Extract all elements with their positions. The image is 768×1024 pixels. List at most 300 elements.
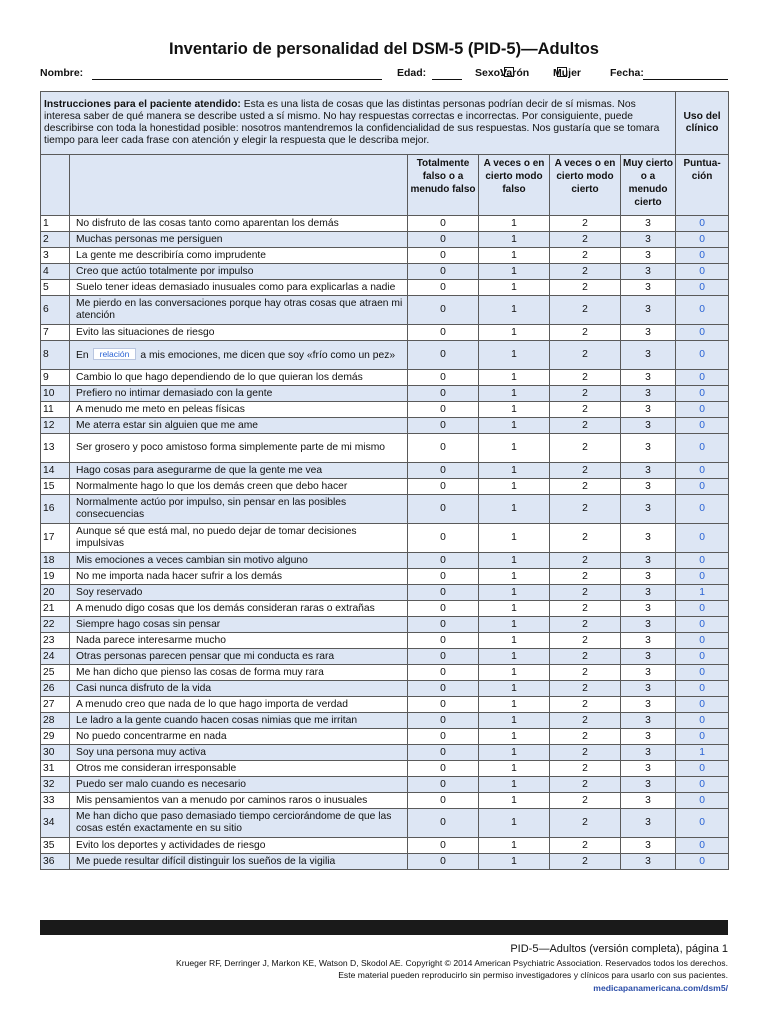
response-option-2[interactable]: 2 <box>550 713 621 729</box>
score-cell: 0 <box>676 729 729 745</box>
score-cell: 0 <box>676 569 729 585</box>
score-cell: 0 <box>676 697 729 713</box>
table-row <box>41 325 729 341</box>
response-option-1[interactable]: 1 <box>479 665 550 681</box>
response-option-0[interactable]: 0 <box>408 854 479 870</box>
response-option-3[interactable]: 3 <box>621 434 676 463</box>
instructions-text: Esta es una lista de cosas que las distintas personas podrían decir de sí mismas. Nos interesa saber de qué manera se describe usted a sí mismo. No hay respuestas correctas e incorrectas. Por consiguiente, puede describirse con toda la honestidad posible: nosotros mantendremos la confidencialidad de sus respuestas. Nos gustaría que se tomara tiempo para leer cada frase con atención y elegir la respuesta que le describa mejor. <box>44 99 660 146</box>
response-option-0[interactable]: 0 <box>408 713 479 729</box>
score-cell: 1 <box>676 745 729 761</box>
score-cell: 0 <box>676 264 729 280</box>
item-number: 26 <box>41 681 70 697</box>
item-number: 13 <box>41 434 70 463</box>
response-option-3[interactable]: 3 <box>621 264 676 280</box>
response-option-1[interactable]: 1 <box>479 809 550 838</box>
item-number: 35 <box>41 838 70 854</box>
table-row <box>41 479 729 495</box>
response-option-3[interactable]: 3 <box>621 745 676 761</box>
response-option-0[interactable]: 0 <box>408 232 479 248</box>
response-option-1[interactable]: 1 <box>479 341 550 370</box>
response-option-0[interactable]: 0 <box>408 248 479 264</box>
score-cell: 0 <box>676 793 729 809</box>
item-number: 18 <box>41 553 70 569</box>
response-option-2[interactable]: 2 <box>550 569 621 585</box>
age-field[interactable] <box>432 79 462 80</box>
response-option-3[interactable]: 3 <box>621 325 676 341</box>
table-row <box>41 729 729 745</box>
table-row <box>41 463 729 479</box>
response-option-3[interactable]: 3 <box>621 697 676 713</box>
item-text: Soy una persona muy activa <box>70 745 408 761</box>
response-option-0[interactable]: 0 <box>408 838 479 854</box>
item-number: 22 <box>41 617 70 633</box>
score-cell: 0 <box>676 232 729 248</box>
response-option-1[interactable]: 1 <box>479 569 550 585</box>
response-option-3[interactable]: 3 <box>621 232 676 248</box>
response-option-2[interactable]: 2 <box>550 633 621 649</box>
score-cell: 0 <box>676 854 729 870</box>
score-cell: 0 <box>676 434 729 463</box>
table-row <box>41 649 729 665</box>
item-number: 3 <box>41 248 70 264</box>
score-cell: 0 <box>676 601 729 617</box>
response-option-3[interactable]: 3 <box>621 553 676 569</box>
table-row <box>41 617 729 633</box>
item-number: 14 <box>41 463 70 479</box>
permission-note: Este material pueden reproducirlo sin permiso investigadores y clínicos para usarlo con sus pacientes. <box>338 970 728 980</box>
response-option-2[interactable]: 2 <box>550 524 621 553</box>
item-number: 7 <box>41 325 70 341</box>
response-option-1[interactable]: 1 <box>479 248 550 264</box>
sex-label: Sexo: <box>475 67 504 79</box>
response-option-2[interactable]: 2 <box>550 386 621 402</box>
col-header-1: A veces o en cierto modo falso <box>479 155 550 216</box>
score-cell: 0 <box>676 617 729 633</box>
response-option-3[interactable]: 3 <box>621 681 676 697</box>
source-link[interactable]: medicapanamericana.com/dsm5/ <box>593 983 728 993</box>
item-text: Soy reservado <box>70 585 408 601</box>
response-option-3[interactable]: 3 <box>621 713 676 729</box>
response-option-1[interactable]: 1 <box>479 232 550 248</box>
item-number: 24 <box>41 649 70 665</box>
citation: Krueger RF, Derringer J, Markon KE, Watson D, Skodol AE. Copyright © 2014 American Psychiatric Association. Reservados todos los derechos. <box>176 958 728 968</box>
response-option-1[interactable]: 1 <box>479 418 550 434</box>
questionnaire-table <box>40 91 729 870</box>
item-number: 34 <box>41 809 70 838</box>
response-option-2[interactable]: 2 <box>550 463 621 479</box>
score-cell: 0 <box>676 524 729 553</box>
item-number: 9 <box>41 370 70 386</box>
score-cell: 0 <box>676 681 729 697</box>
item-number: 28 <box>41 713 70 729</box>
response-option-0[interactable]: 0 <box>408 553 479 569</box>
response-option-2[interactable]: 2 <box>550 434 621 463</box>
score-cell: 0 <box>676 495 729 524</box>
item-text: Siempre hago cosas sin pensar <box>70 617 408 633</box>
score-cell: 0 <box>676 761 729 777</box>
response-option-0[interactable]: 0 <box>408 633 479 649</box>
response-option-2[interactable]: 2 <box>550 761 621 777</box>
table-row <box>41 386 729 402</box>
response-option-2[interactable]: 2 <box>550 296 621 325</box>
score-cell: 0 <box>676 248 729 264</box>
table-row <box>41 838 729 854</box>
response-option-1[interactable]: 1 <box>479 434 550 463</box>
response-option-0[interactable]: 0 <box>408 479 479 495</box>
table-row <box>41 681 729 697</box>
response-option-0[interactable]: 0 <box>408 264 479 280</box>
response-option-0[interactable]: 0 <box>408 524 479 553</box>
footer-bar <box>40 920 728 935</box>
response-option-1[interactable]: 1 <box>479 601 550 617</box>
item-number: 27 <box>41 697 70 713</box>
response-option-2[interactable]: 2 <box>550 649 621 665</box>
item-text: Normalmente hago lo que los demás creen que debo hacer <box>70 479 408 495</box>
response-option-2[interactable]: 2 <box>550 665 621 681</box>
response-option-0[interactable]: 0 <box>408 793 479 809</box>
response-option-3[interactable]: 3 <box>621 524 676 553</box>
page-label: PID-5—Adultos (versión completa), página 1 <box>510 943 728 955</box>
response-option-1[interactable]: 1 <box>479 495 550 524</box>
score-cell: 0 <box>676 402 729 418</box>
response-option-2[interactable]: 2 <box>550 402 621 418</box>
score-cell: 0 <box>676 418 729 434</box>
item-text: Aunque sé que está mal, no puedo dejar de tomar decisiones impulsivas <box>70 524 408 553</box>
table-row <box>41 341 729 370</box>
response-option-2[interactable]: 2 <box>550 553 621 569</box>
table-row <box>41 601 729 617</box>
response-option-0[interactable]: 0 <box>408 809 479 838</box>
response-option-0[interactable]: 0 <box>408 463 479 479</box>
score-cell: 0 <box>676 809 729 838</box>
response-option-2[interactable]: 2 <box>550 495 621 524</box>
item-number: 2 <box>41 232 70 248</box>
table-row <box>41 745 729 761</box>
instructions <box>41 92 676 155</box>
item-number: 8 <box>41 341 70 370</box>
response-option-3[interactable]: 3 <box>621 854 676 870</box>
item-text: Evito los deportes y actividades de riesgo <box>70 838 408 854</box>
score-cell: 0 <box>676 386 729 402</box>
response-option-2[interactable]: 2 <box>550 585 621 601</box>
item-text: Mis pensamientos van a menudo por caminos raros o inusuales <box>70 793 408 809</box>
item-text: Mis emociones a veces cambian sin motivo alguno <box>70 553 408 569</box>
response-option-0[interactable]: 0 <box>408 697 479 713</box>
response-option-0[interactable]: 0 <box>408 418 479 434</box>
table-row <box>41 216 729 232</box>
item-text: No me importa nada hacer sufrir a los demás <box>70 569 408 585</box>
score-cell: 0 <box>676 341 729 370</box>
item-text: Muchas personas me persiguen <box>70 232 408 248</box>
item-text: Me aterra estar sin alguien que me ame <box>70 418 408 434</box>
score-cell: 0 <box>676 713 729 729</box>
item-text: Otros me consideran irresponsable <box>70 761 408 777</box>
response-option-0[interactable]: 0 <box>408 402 479 418</box>
response-option-2[interactable]: 2 <box>550 216 621 232</box>
item-number: 19 <box>41 569 70 585</box>
item-text: Me pierdo en las conversaciones porque hay otras cosas que atraen mi atención <box>70 296 408 325</box>
response-option-3[interactable]: 3 <box>621 649 676 665</box>
response-option-1[interactable]: 1 <box>479 793 550 809</box>
response-option-1[interactable]: 1 <box>479 216 550 232</box>
response-option-3[interactable]: 3 <box>621 463 676 479</box>
table-row <box>41 434 729 463</box>
response-option-1[interactable]: 1 <box>479 386 550 402</box>
response-option-2[interactable]: 2 <box>550 418 621 434</box>
item-number: 12 <box>41 418 70 434</box>
table-row <box>41 264 729 280</box>
score-cell: 0 <box>676 838 729 854</box>
item-text: Me puede resultar difícil distinguir los sueños de la vigilia <box>70 854 408 870</box>
item-text: Otras personas parecen pensar que mi conducta es rara <box>70 649 408 665</box>
response-option-2[interactable]: 2 <box>550 280 621 296</box>
response-option-3[interactable]: 3 <box>621 569 676 585</box>
response-option-2[interactable]: 2 <box>550 370 621 386</box>
item-text: Me han dicho que paso demasiado tiempo cerciorándome de que las cosas estén exactamente en su sitio <box>70 809 408 838</box>
table-row <box>41 697 729 713</box>
response-option-3[interactable]: 3 <box>621 370 676 386</box>
score-cell: 0 <box>676 280 729 296</box>
score-cell: 0 <box>676 633 729 649</box>
age-label: Edad: <box>397 67 427 79</box>
item-text: A menudo me meto en peleas físicas <box>70 402 408 418</box>
response-option-1[interactable]: 1 <box>479 479 550 495</box>
table-row <box>41 296 729 325</box>
response-option-1[interactable]: 1 <box>479 264 550 280</box>
score-cell: 0 <box>676 665 729 681</box>
response-option-2[interactable]: 2 <box>550 341 621 370</box>
table-row <box>41 248 729 264</box>
response-option-0[interactable]: 0 <box>408 665 479 681</box>
response-option-2[interactable]: 2 <box>550 479 621 495</box>
item-text: A menudo creo que nada de lo que hago importa de verdad <box>70 697 408 713</box>
item-number: 21 <box>41 601 70 617</box>
score-cell: 0 <box>676 649 729 665</box>
response-option-1[interactable]: 1 <box>479 325 550 341</box>
response-option-0[interactable]: 0 <box>408 585 479 601</box>
name-field[interactable] <box>92 79 382 80</box>
response-option-3[interactable]: 3 <box>621 838 676 854</box>
score-cell: 0 <box>676 325 729 341</box>
response-option-3[interactable]: 3 <box>621 296 676 325</box>
item-number: 30 <box>41 745 70 761</box>
table-row <box>41 418 729 434</box>
item-text: No disfruto de las cosas tanto como aparentan los demás <box>70 216 408 232</box>
item-text: No puedo concentrarme en nada <box>70 729 408 745</box>
response-option-1[interactable]: 1 <box>479 633 550 649</box>
response-option-3[interactable]: 3 <box>621 479 676 495</box>
response-option-1[interactable]: 1 <box>479 463 550 479</box>
response-option-0[interactable]: 0 <box>408 649 479 665</box>
response-option-2[interactable]: 2 <box>550 681 621 697</box>
response-option-3[interactable]: 3 <box>621 386 676 402</box>
response-option-0[interactable]: 0 <box>408 745 479 761</box>
item-text: A menudo digo cosas que los demás consideran raras o extrañas <box>70 601 408 617</box>
response-option-3[interactable]: 3 <box>621 216 676 232</box>
item-number: 15 <box>41 479 70 495</box>
item-text: Evito las situaciones de riesgo <box>70 325 408 341</box>
response-option-1[interactable]: 1 <box>479 585 550 601</box>
score-cell: 0 <box>676 553 729 569</box>
response-option-2[interactable]: 2 <box>550 838 621 854</box>
table-row <box>41 232 729 248</box>
response-option-1[interactable]: 1 <box>479 617 550 633</box>
item-number: 5 <box>41 280 70 296</box>
response-option-0[interactable]: 0 <box>408 761 479 777</box>
col-header-0: Totalmente falso o a menudo falso <box>408 155 479 216</box>
response-option-1[interactable]: 1 <box>479 854 550 870</box>
score-cell: 1 <box>676 585 729 601</box>
table-row <box>41 713 729 729</box>
response-option-2[interactable]: 2 <box>550 697 621 713</box>
table-row <box>41 495 729 524</box>
response-option-1[interactable]: 1 <box>479 553 550 569</box>
response-option-0[interactable]: 0 <box>408 777 479 793</box>
response-option-0[interactable]: 0 <box>408 601 479 617</box>
item-number: 32 <box>41 777 70 793</box>
response-option-1[interactable]: 1 <box>479 402 550 418</box>
item-text: La gente me describiría como imprudente <box>70 248 408 264</box>
name-label: Nombre: <box>40 67 84 79</box>
handwritten-note: relación <box>93 348 137 360</box>
response-option-3[interactable]: 3 <box>621 665 676 681</box>
item-number: 25 <box>41 665 70 681</box>
response-option-2[interactable]: 2 <box>550 729 621 745</box>
item-text: Me han dicho que pienso las cosas de forma muy rara <box>70 665 408 681</box>
response-option-0[interactable]: 0 <box>408 216 479 232</box>
response-option-0[interactable]: 0 <box>408 325 479 341</box>
score-cell: 0 <box>676 296 729 325</box>
table-row <box>41 793 729 809</box>
response-option-0[interactable]: 0 <box>408 495 479 524</box>
table-row <box>41 569 729 585</box>
item-number: 20 <box>41 585 70 601</box>
table-row <box>41 777 729 793</box>
response-option-3[interactable]: 3 <box>621 418 676 434</box>
item-number: 10 <box>41 386 70 402</box>
response-option-2[interactable]: 2 <box>550 248 621 264</box>
patient-header: Nombre: Edad: Sexo: Varón Mujer Fecha: <box>40 67 730 83</box>
response-option-0[interactable]: 0 <box>408 386 479 402</box>
response-option-0[interactable]: 0 <box>408 434 479 463</box>
table-row <box>41 280 729 296</box>
response-option-0[interactable]: 0 <box>408 280 479 296</box>
response-option-3[interactable]: 3 <box>621 341 676 370</box>
item-text: Puedo ser malo cuando es necesario <box>70 777 408 793</box>
table-row <box>41 761 729 777</box>
response-option-2[interactable]: 2 <box>550 232 621 248</box>
item-text: Ser grosero y poco amistoso forma simplemente parte de mi mismo <box>70 434 408 463</box>
score-cell: 0 <box>676 216 729 232</box>
response-option-1[interactable]: 1 <box>479 697 550 713</box>
response-option-2[interactable]: 2 <box>550 793 621 809</box>
response-option-1[interactable]: 1 <box>479 729 550 745</box>
response-option-2[interactable]: 2 <box>550 325 621 341</box>
date-field[interactable] <box>643 79 728 80</box>
response-option-0[interactable]: 0 <box>408 296 479 325</box>
response-option-2[interactable]: 2 <box>550 745 621 761</box>
table-row <box>41 665 729 681</box>
col-header-score: Puntua-ción <box>676 155 729 216</box>
table-row <box>41 854 729 870</box>
item-text: Suelo tener ideas demasiado inusuales como para explicarlas a nadie <box>70 280 408 296</box>
response-option-1[interactable]: 1 <box>479 777 550 793</box>
response-option-1[interactable]: 1 <box>479 713 550 729</box>
response-option-3[interactable]: 3 <box>621 777 676 793</box>
item-text: Creo que actúo totalmente por impulso <box>70 264 408 280</box>
response-option-3[interactable]: 3 <box>621 585 676 601</box>
response-option-2[interactable]: 2 <box>550 264 621 280</box>
response-option-1[interactable]: 1 <box>479 649 550 665</box>
response-option-3[interactable]: 3 <box>621 402 676 418</box>
response-option-3[interactable]: 3 <box>621 601 676 617</box>
table-row <box>41 809 729 838</box>
response-option-3[interactable]: 3 <box>621 793 676 809</box>
response-option-2[interactable]: 2 <box>550 777 621 793</box>
table-row <box>41 633 729 649</box>
response-option-1[interactable]: 1 <box>479 280 550 296</box>
item-number: 29 <box>41 729 70 745</box>
table-row <box>41 553 729 569</box>
item-text: Nada parece interesarme mucho <box>70 633 408 649</box>
response-option-2[interactable]: 2 <box>550 854 621 870</box>
response-option-0[interactable]: 0 <box>408 370 479 386</box>
col-header-2: A veces o en cierto modo cierto <box>550 155 621 216</box>
table-row <box>41 370 729 386</box>
table-row <box>41 585 729 601</box>
response-option-0[interactable]: 0 <box>408 729 479 745</box>
item-number: 33 <box>41 793 70 809</box>
response-option-1[interactable]: 1 <box>479 838 550 854</box>
response-option-2[interactable]: 2 <box>550 617 621 633</box>
score-cell: 0 <box>676 479 729 495</box>
item-text: Cambio lo que hago dependiendo de lo que quieran los demás <box>70 370 408 386</box>
response-option-3[interactable]: 3 <box>621 809 676 838</box>
item-number: 4 <box>41 264 70 280</box>
response-option-3[interactable]: 3 <box>621 617 676 633</box>
response-option-3[interactable]: 3 <box>621 248 676 264</box>
form-title: Inventario de personalidad del DSM-5 (PID-5)—Adultos <box>169 40 599 58</box>
date-label: Fecha: <box>610 67 644 79</box>
item-number: 31 <box>41 761 70 777</box>
response-option-2[interactable]: 2 <box>550 809 621 838</box>
response-option-2[interactable]: 2 <box>550 601 621 617</box>
item-text: En relación a mis emociones, me dicen que soy «frío como un pez» <box>70 341 408 370</box>
response-option-3[interactable]: 3 <box>621 633 676 649</box>
item-text: Casi nunca disfruto de la vida <box>70 681 408 697</box>
item-number: 36 <box>41 854 70 870</box>
response-option-3[interactable]: 3 <box>621 280 676 296</box>
response-option-1[interactable]: 1 <box>479 761 550 777</box>
score-cell: 0 <box>676 463 729 479</box>
table-row <box>41 524 729 553</box>
response-option-3[interactable]: 3 <box>621 729 676 745</box>
response-option-0[interactable]: 0 <box>408 681 479 697</box>
response-option-0[interactable]: 0 <box>408 341 479 370</box>
item-number: 17 <box>41 524 70 553</box>
response-option-3[interactable]: 3 <box>621 761 676 777</box>
response-option-0[interactable]: 0 <box>408 617 479 633</box>
response-option-1[interactable]: 1 <box>479 524 550 553</box>
response-option-1[interactable]: 1 <box>479 745 550 761</box>
score-cell: 0 <box>676 777 729 793</box>
response-option-1[interactable]: 1 <box>479 370 550 386</box>
item-number: 23 <box>41 633 70 649</box>
response-option-1[interactable]: 1 <box>479 296 550 325</box>
response-option-1[interactable]: 1 <box>479 681 550 697</box>
response-option-3[interactable]: 3 <box>621 495 676 524</box>
response-option-0[interactable]: 0 <box>408 569 479 585</box>
